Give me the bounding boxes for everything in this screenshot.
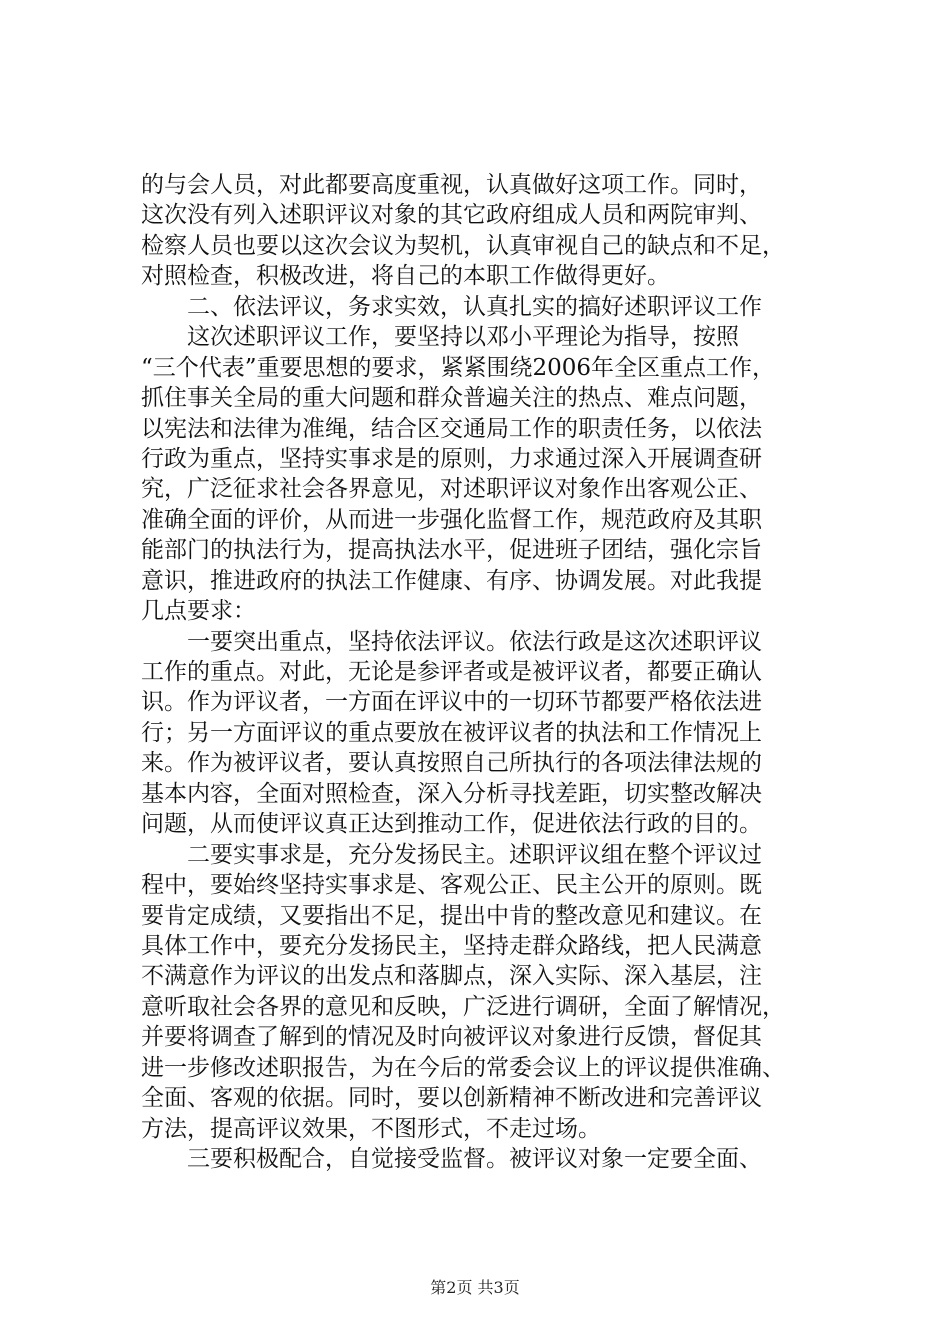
text-line: “三个代表”重要思想的要求，紧紧围绕2006年全区重点工作， xyxy=(141,354,776,381)
text-line: 方法，提高评议效果，不图形式，不走过场。 xyxy=(141,1115,601,1142)
text-line: 识。作为评议者，一方面在评议中的一切环节都要严格依法进 xyxy=(141,689,762,716)
text-line: 这次述职评议工作，要坚持以邓小平理论为指导，按照 xyxy=(141,324,739,351)
text-line: 能部门的执法行为，提高执法水平，促进班子团结，强化宗旨 xyxy=(141,537,762,564)
text-line: 准确全面的评价，从而进一步强化监督工作，规范政府及其职 xyxy=(141,506,762,533)
text-line: 不满意作为评议的出发点和落脚点，深入实际、深入基层，注 xyxy=(141,963,762,990)
text-line: 具体工作中，要充分发扬民主，坚持走群众路线，把人民满意 xyxy=(141,932,762,959)
text-line: 意听取社会各界的意见和反映，广泛进行调研，全面了解情况， xyxy=(141,993,785,1020)
text-line: 一要突出重点，坚持依法评议。依法行政是这次述职评议 xyxy=(141,628,762,655)
text-line: 全面、客观的依据。同时，要以创新精神不断改进和完善评议 xyxy=(141,1085,762,1112)
text-line: 问题，从而使评议真正达到推动工作，促进依法行政的目的。 xyxy=(141,811,762,838)
text-line: 以宪法和法律为准绳，结合区交通局工作的职责任务，以依法 xyxy=(141,415,762,442)
text-line: 来。作为被评议者，要认真按照自己所执行的各项法律法规的 xyxy=(141,750,762,777)
text-line: 二、依法评议，务求实效，认真扎实的搞好述职评议工作 xyxy=(141,293,762,320)
text-line: 意识，推进政府的执法工作健康、有序、协调发展。对此我提 xyxy=(141,567,762,594)
document-body xyxy=(141,170,841,1174)
text-line: 基本内容，全面对照检查，深入分析寻找差距，切实整改解决 xyxy=(141,780,762,807)
text-line: 工作的重点。对此，无论是参评者或是被评议者，都要正确认 xyxy=(141,659,762,685)
text-line: 究，广泛征求社会各界意见，对述职评议对象作出客观公正、 xyxy=(141,476,762,503)
page-footer: 第2页 共3页 xyxy=(430,1278,520,1297)
text-line: 这次没有列入述职评议对象的其它政府组成人员和两院审判、 xyxy=(141,202,762,229)
text-line: 二要实事求是，充分发扬民主。述职评议组在整个评议过 xyxy=(141,841,762,868)
text-line: 三要积极配合，自觉接受监督。被评议对象一定要全面、 xyxy=(141,1146,762,1172)
text-line: 的与会人员，对此都要高度重视，认真做好这项工作。同时， xyxy=(141,172,762,198)
text-line: 对照检查，积极改进，将自己的本职工作做得更好。 xyxy=(141,263,670,290)
text-line: 并要将调查了解到的情况及时向被评议对象进行反馈，督促其 xyxy=(141,1024,762,1051)
text-line: 行；另一方面评议的重点要放在被评议者的执法和工作情况上 xyxy=(141,719,762,746)
text-line: 程中，要始终坚持实事求是、客观公正、民主公开的原则。既 xyxy=(141,872,762,899)
text-line: 要肯定成绩，又要指出不足，提出中肯的整改意见和建议。在 xyxy=(141,902,762,929)
text-line: 抓住事关全局的重大问题和群众普遍关注的热点、难点问题， xyxy=(141,385,762,412)
text-line: 行政为重点，坚持实事求是的原则，力求通过深入开展调查研 xyxy=(141,445,762,472)
text-line: 检察人员也要以这次会议为契机，认真审视自己的缺点和不足， xyxy=(141,232,785,259)
text-line: 进一步修改述职报告，为在今后的常委会议上的评议提供准确、 xyxy=(141,1054,785,1081)
text-line: 几点要求： xyxy=(141,598,256,625)
